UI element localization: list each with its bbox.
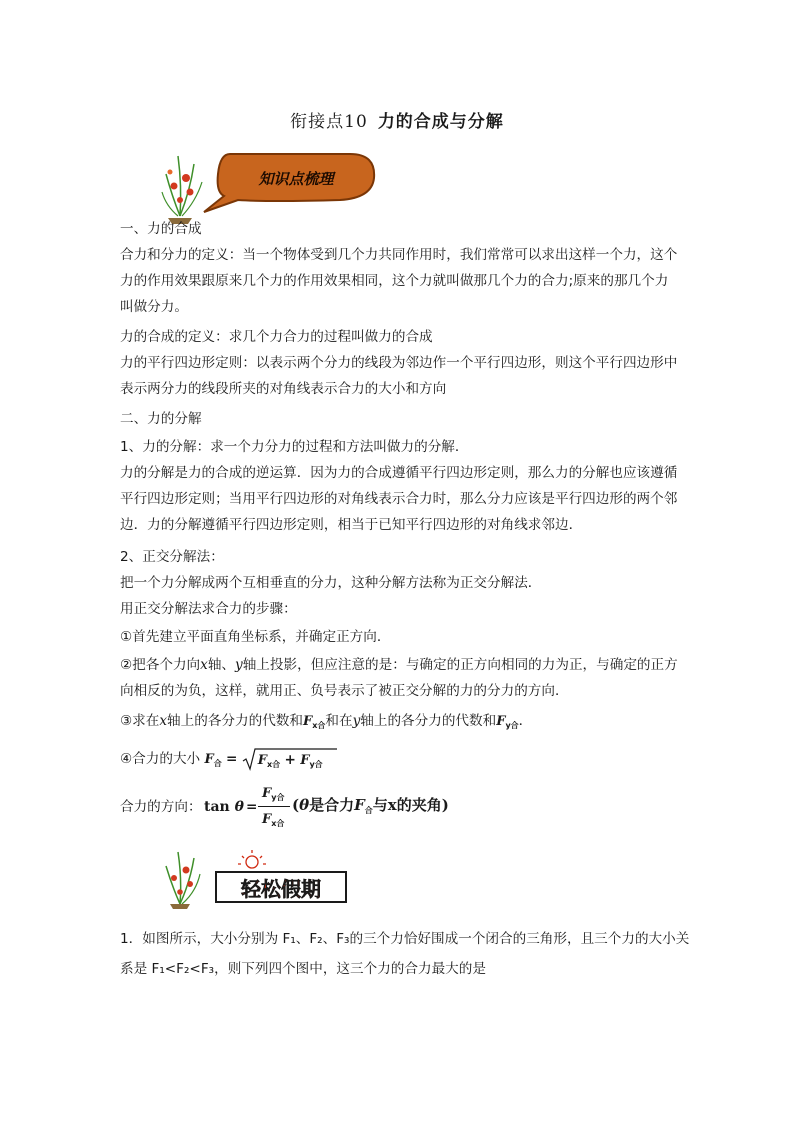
fraction: $F_{y合}$ $F_{x合}$ xyxy=(258,782,290,834)
question-1: 1．如图所示，大小分别为 F₁、F₂、F₃的三个力恰好围成一个闭合的三角形，且三个力的大小关系是 F₁<F₂<F₃，则下列四个图中，这三个力的合力最大的是 xyxy=(120,931,690,977)
decomposition-definition: 1、力的分解：求一个力分力的过程和方法叫做力的分解． xyxy=(120,439,469,455)
section-heading-composition: 一、力的合成 xyxy=(120,221,202,237)
parallelogram-rule: 力的平行四边形定则：以表示两个分力的线段为邻边作一个平行四边形，则这个平行四边形中表示两分力的线段所夹的对角线表示合力的大小和方向 xyxy=(120,355,678,397)
knowledge-label: 知识点梳理 xyxy=(258,170,334,188)
step-2: ②把各个力向x轴、y轴上投影，但应注意的是：与确定的正方向相同的力为正，与确定的正方向相反的为负，这样，就用正、负号表示了被正交分解的力的分力的方向． xyxy=(120,657,678,699)
page-title xyxy=(0,107,794,132)
decomposition-explanation: 力的分解是力的合成的逆运算．因为力的合成遵循平行四边形定则，那么力的分解也应该遵循平行四边形定则；当用平行四边形的对角线表示合力时，那么分力应该是平行四边形的两个邻边．力的分解遵循平行四边形定则，相当于已知平行四边形的对角线求邻边． xyxy=(120,465,678,533)
step-3: ③求在x轴上的各分力的代数和$F_{x合}$和在y轴上的各分力的代数和$F_{y合}$． xyxy=(120,713,533,730)
section-heading-decomposition: 二、力的分解 xyxy=(120,411,202,427)
holiday-banner xyxy=(160,848,360,910)
steps-heading: 用正交分解法求合力的步骤： xyxy=(120,601,297,617)
title-number: 衔接点10 xyxy=(290,112,368,132)
resultant-definition: 合力和分力的定义：当一个物体受到几个力共同作用时，我们常常可以求出这样一个力，这个力的作用效果跟原来几个力的作用效果相同，这个力就叫做那几个力的合力;原来的那几个力叫做分力。 xyxy=(120,247,678,315)
sun-icon xyxy=(238,850,266,868)
knowledge-banner xyxy=(160,146,390,226)
plant-icon xyxy=(166,852,200,909)
plant-icon xyxy=(162,156,202,224)
composition-definition: 力的合成的定义：求几个力合力的过程叫做力的合成 xyxy=(120,329,433,345)
title-text: 力的合成与分解 xyxy=(377,112,504,132)
holiday-label: 轻松假期 xyxy=(241,877,321,901)
orthogonal-heading: 2、正交分解法： xyxy=(120,549,224,565)
orthogonal-definition: 把一个力分解成两个互相垂直的分力，这种分解方法称为正交分解法． xyxy=(120,575,542,591)
step-4: ④合力的大小 $F_合$ = $F_{x合} + F_{y合}$ xyxy=(120,744,680,779)
step-1: ①首先建立平面直角坐标系，并确定正方向． xyxy=(120,629,391,645)
sqrt-icon: $F_{x合} + F_{y合}$ xyxy=(242,747,338,771)
direction-formula: 合力的方向： tan θ = $F_{y合}$ $F_{x合}$ (θ是合力$F_合$与x的夹角) xyxy=(120,782,680,832)
